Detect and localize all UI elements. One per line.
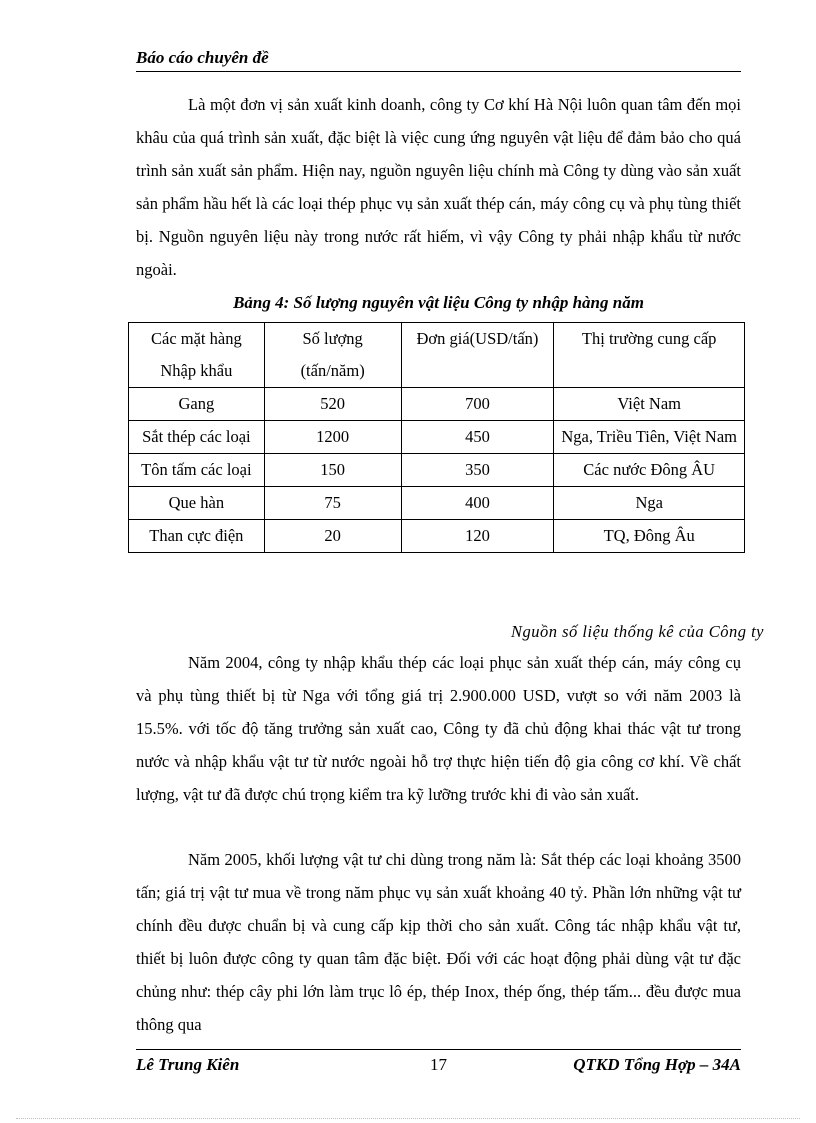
page-footer xyxy=(136,1053,741,1077)
cell-market: Nga, Triều Tiên, Việt Nam xyxy=(554,421,745,454)
cell-quantity: 20 xyxy=(264,520,401,553)
cell-quantity: 1200 xyxy=(264,421,401,454)
table-caption: Bảng 4: Số lượng nguyên vật liệu Công ty nhập hàng năm xyxy=(233,293,644,312)
footer-page-number: 17 xyxy=(430,1055,447,1074)
page-header xyxy=(136,48,741,72)
table-row xyxy=(129,421,745,454)
cell-quantity: 150 xyxy=(264,454,401,487)
import-materials-table xyxy=(128,322,745,553)
cell-market: Các nước Đông ÂU xyxy=(554,454,745,487)
cell-goods: Than cực điện xyxy=(129,520,265,553)
cell-goods: Tôn tấm các loại xyxy=(129,454,265,487)
paragraph-2004: Năm 2004, công ty nhập khẩu thép các loại phục sản xuất thép cán, máy công cụ và phụ tùng thiết bị từ Nga với tổng giá trị 2.900.000 USD, vượt so với năm 2003 là 15.5%. với tốc độ tăng trưởng sản xuất cao, Công ty đã chủ động khai thác vật tư trong nước và nhập khẩu vật tư từ nước ngoài hỗ trợ thực hiện tiến độ gia công cơ khí. Về chất lượng, vật tư đã được chú trọng kiểm tra kỹ lưỡng trước khi đi vào sản xuất. xyxy=(136,653,741,804)
table-row xyxy=(129,388,745,421)
footer-author: Lê Trung Kiên xyxy=(136,1055,240,1074)
cell-unit-price: 120 xyxy=(401,520,554,553)
cell-unit-price: 700 xyxy=(401,388,554,421)
paragraph-2005: Năm 2005, khối lượng vật tư chi dùng trong năm là: Sắt thép các loại khoảng 3500 tấn; giá trị vật tư mua về trong năm phục vụ sản xuất khoảng 40 tỷ. Phần lớn những vật tư chính đều được chuẩn bị và cung cấp kịp thời cho sản xuất. Công tác nhập khẩu vật tư, thiết bị luôn được công ty quan tâm đặc biệt. Đối với các hoạt động phải dùng vật tư đặc chủng như: thép cây phi lớn làm trục lô ép, thép Inox, thép ống, thép tấm... đều được mua thông qua xyxy=(136,850,741,1034)
cell-quantity: 75 xyxy=(264,487,401,520)
footer-divider xyxy=(136,1049,741,1050)
table-header-row xyxy=(129,323,745,388)
header-cell-goods: Các mặt hàng Nhập khẩu xyxy=(129,323,265,388)
footer-class-name: QTKD Tổng Hợp – 34A xyxy=(573,1055,741,1074)
cell-goods: Sắt thép các loại xyxy=(129,421,265,454)
header-cell-unit-price: Đơn giá(USD/tấn) xyxy=(401,323,554,388)
cell-unit-price: 400 xyxy=(401,487,554,520)
table-source-note: Nguồn số liệu thống kê của Công ty xyxy=(510,622,764,641)
cell-goods: Que hàn xyxy=(129,487,265,520)
cell-goods: Gang xyxy=(129,388,265,421)
cell-quantity: 520 xyxy=(264,388,401,421)
cell-market: Nga xyxy=(554,487,745,520)
header-cell-quantity: Số lượng (tấn/năm) xyxy=(264,323,401,388)
table-row xyxy=(129,520,745,553)
cell-market: TQ, Đông Âu xyxy=(554,520,745,553)
cell-unit-price: 350 xyxy=(401,454,554,487)
header-cell-market: Thị trường cung cấp xyxy=(554,323,745,388)
paragraph-intro: Là một đơn vị sản xuất kinh doanh, công ty Cơ khí Hà Nội luôn quan tâm đến mọi khâu của quá trình sản xuất, đặc biệt là việc cung ứng nguyên vật liệu để đảm bảo cho quá trình sản xuất sản phẩm. Hiện nay, nguồn nguyên liệu chính mà Công ty dùng vào sản xuất sản phẩm hầu hết là các loại thép phục vụ sản xuất thép cán, máy công cụ và phụ tùng thiết bị. Nguồn nguyên liệu này trong nước rất hiếm, vì vậy Công ty phải nhập khẩu từ nước ngoài. xyxy=(136,95,741,279)
table-row xyxy=(129,487,745,520)
header-title: Báo cáo chuyên đề xyxy=(136,48,269,67)
cell-unit-price: 450 xyxy=(401,421,554,454)
table-row xyxy=(129,454,745,487)
cell-market: Việt Nam xyxy=(554,388,745,421)
